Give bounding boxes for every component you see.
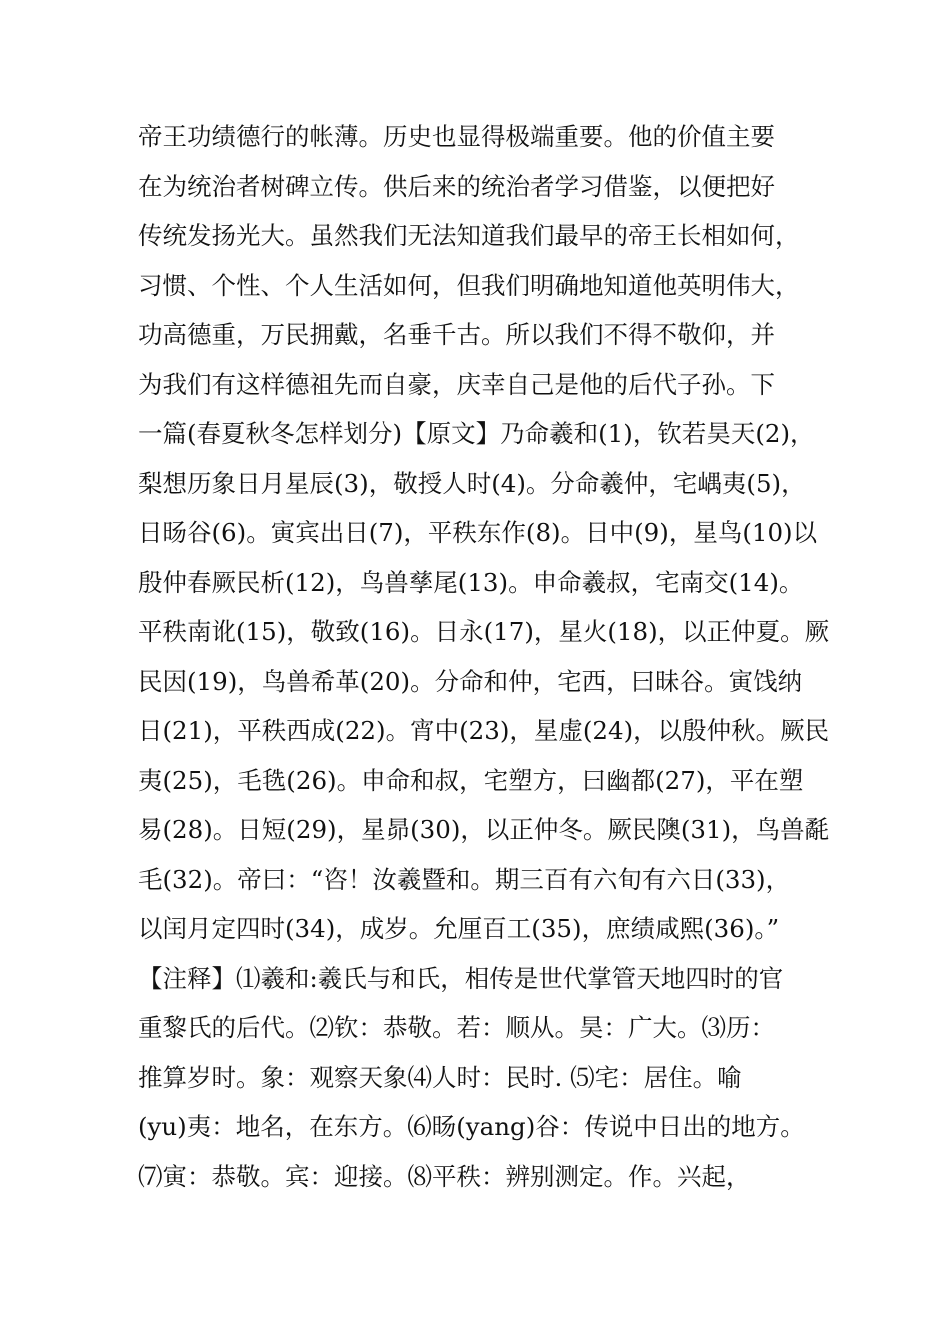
text-line: 推算岁时。象：观察天象⑷人时：民时. ⑸宅：居住。喻: [138, 1062, 742, 1092]
body-text: [138, 112, 838, 1201]
text-line: 夷(25)，毛毨(26)。申命和叔，宅塑方，曰幽都(27)，平在塑: [138, 765, 804, 795]
text-line: 以闰月定四时(34)，成岁。允厘百工(35)，庶绩咸熙(36)。”: [138, 914, 780, 943]
text-line: 在为统治者树碑立传。供后来的统治者学习借鉴，以便把好: [138, 171, 775, 201]
text-line: 毛(32)。帝曰：“咨！汝羲暨和。期三百有六旬有六日(33)，: [138, 864, 791, 894]
text-line: 日旸谷(6)。寅宾出日(7)，平秩东作(8)。日中(9)，星鸟(10)以: [138, 518, 818, 547]
text-line: 一篇(春夏秋冬怎样划分)【原文】乃命羲和(1)，钦若昊天(2)，: [138, 419, 815, 448]
text-line: 功高德重，万民拥戴，名垂千古。所以我们不得不敬仰，并: [138, 320, 775, 349]
text-line: (yu)夷：地名，在东方。⑹旸(yang)谷：传说中日出的地方。: [138, 1112, 805, 1141]
text-line: 帝王功绩德行的帐薄。历史也显得极端重要。他的价值主要: [138, 122, 775, 151]
text-line: 日(21)，平秩西成(22)。宵中(23)，星虚(24)，以殷仲秋。厥民: [138, 716, 830, 745]
text-line: 殷仲春厥民析(12)，鸟兽孳尾(13)。申命羲叔，宅南交(14)。: [138, 567, 804, 597]
text-line: 习惯、个性、个人生活如何，但我们明确地知道他英明伟大，: [138, 270, 800, 300]
text-line: 传统发扬光大。虽然我们无法知道我们最早的帝王长相如何，: [138, 221, 800, 250]
text-line: ⑺寅：恭敬。宾：迎接。⑻平秩：辨别测定。作。兴起，: [138, 1161, 751, 1191]
text-line: 易(28)。日短(29)，星昴(30)，以正仲冬。厥民隩(31)，鸟兽氄: [138, 815, 830, 844]
text-line: 平秩南讹(15)，敬致(16)。日永(17)，星火(18)，以正仲夏。厥: [138, 617, 830, 646]
text-line: 重黎氏的后代。⑵钦：恭敬。若：顺从。昊：广大。⑶历：: [138, 1013, 775, 1042]
text-line: 民因(19)，鸟兽希革(20)。分命和仲，宅西，曰昧谷。寅饯纳: [138, 666, 803, 696]
text-line: 【注释】⑴羲和:羲氏与和氏，相传是世代掌管天地四时的官: [138, 963, 784, 993]
text-line: 为我们有这样德祖先而自豪，庆幸自己是他的后代子孙。下: [138, 369, 775, 399]
text-line: 梨想历象日月星辰(3)，敬授人时(4)。分命羲仲，宅嵎夷(5)，: [138, 468, 806, 498]
